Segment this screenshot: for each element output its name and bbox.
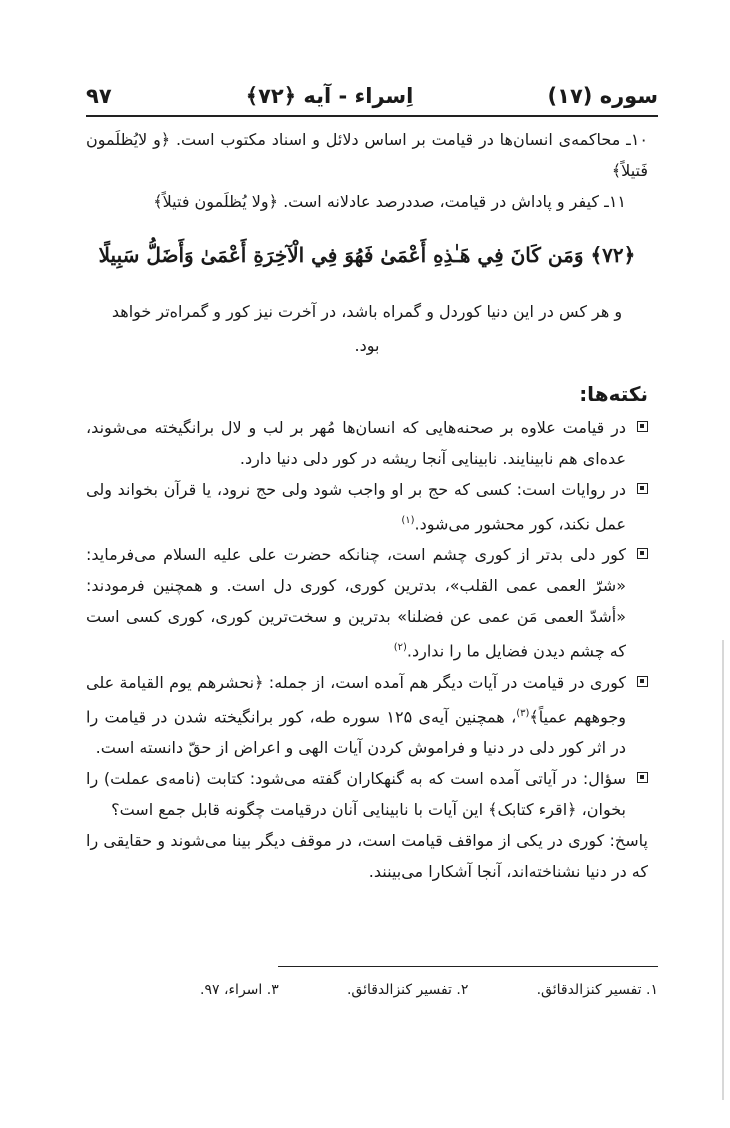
page-body (86, 124, 648, 887)
footnote-1: ۱. تفسیر کنزالدقائق. (536, 982, 658, 998)
note-item (86, 667, 648, 763)
note-text-continued: ، همچنین آیه‌ی ۱۲۵ سوره طه، کور برانگیخته شدن در قیامت را در اثر کور دلی در دنیا و فراموش کردن آیات الهی و اعراض از حقّ دانسته است. (86, 706, 626, 757)
header-title: اِسراء - آیه ﴿۷۲﴾ (245, 84, 414, 108)
footnote-ref: (۳) (516, 707, 530, 719)
notes-heading: نکته‌ها: (579, 382, 648, 406)
note-text: در قیامت علاوه بر صحنه‌هایی که انسان‌ها مُهر بر لب و لال برانگیخته می‌شوند، عده‌ای هم نابینایند. نابینایی آنجا ریشه در کور دلی دنیا دارد. (86, 418, 626, 468)
note-text: در روایات است: کسی که حج بر او واجب شود ولی حج نرود، یا قرآن بخواند ولی عمل نکند، کور محشور می‌شود. (86, 480, 626, 534)
surah-label: سوره (۱۷) (547, 84, 658, 108)
note-item (86, 763, 648, 825)
square-bullet-icon (637, 421, 648, 432)
footnote-ref: (۱) (401, 515, 415, 526)
quran-verse: ﴿۷۲﴾ وَمَن كَانَ فِي هَـٰذِهِ أَعْمَىٰ فَهُوَ فِي الْآخِرَةِ أَعْمَىٰ وَأَضَلُّ سَبِيلًا (98, 243, 636, 267)
note-text: کوری در قیامت در آیات دیگر هم آمده است، از جمله: ﴿نحشرهم یوم القیامة علی وجوههم عمیاً﴾ (86, 672, 626, 726)
answer-paragraph: پاسخ: کوری در یکی از مواقف قیامت است، در موقف دیگر بینا می‌شوند و حقایقی را که در دنیا نشناخته‌اند، آنجا آشکارا می‌بینند. (86, 830, 648, 881)
point-11: ۱۱ـ کیفر و پاداش در قیامت، صددرصد عادلانه است. ﴿ولا یُظلَمون فتیلاً﴾ (153, 192, 626, 211)
note-item (86, 539, 648, 666)
footnote-ref: (۲) (393, 642, 407, 654)
footnotes (200, 982, 658, 998)
page-header (86, 78, 658, 114)
footnote-3: ۳. اسراء، ۹۷. (200, 982, 279, 998)
verse-translation: و هر کس در این دنیا کوردل و گمراه باشد، در آخرت نیز کور و گمراه‌تر خواهد بود. (111, 302, 623, 355)
scan-edge (722, 640, 724, 1100)
note-text: کور دلی بدتر از کوری چشم است، چنانکه حضرت علی علیه السلام می‌فرماید: «شرّ العمی عمی القلب»، بدترین کوری، کوری دل است. و همچنین فرمودند: «أشدّ العمی مَن عمی عن فضلنا» بدترین و سخت‌ترین کوری، کوری کسی است که چشم دیدن فضایل ما را ندارد. (86, 545, 626, 661)
square-bullet-icon (637, 548, 648, 559)
note-text: سؤال: در آیاتی آمده است که به گنهکاران گفته می‌شود: کتابت (نامه‌ی عملت) را بخوان، ﴿اقرء کتابک﴾ این آیات با نابینایی آنان درقیامت چگونه قابل جمع است؟ (86, 768, 626, 819)
note-item (86, 412, 648, 474)
footnote-2: ۲. تفسیر کنزالدقائق. (346, 982, 469, 998)
square-bullet-icon (637, 676, 648, 687)
header-divider (86, 115, 658, 117)
page-number: ۹۷ (86, 84, 112, 108)
note-item (86, 474, 648, 539)
square-bullet-icon (637, 772, 648, 783)
square-bullet-icon (637, 483, 648, 494)
point-10: ۱۰ـ محاکمه‌ی انسان‌ها در قیامت بر اساس دلائل و اسناد مکتوب است. ﴿و لایُظلَمون فَتیلاً﴾ (86, 130, 648, 180)
footnote-divider (278, 966, 658, 967)
